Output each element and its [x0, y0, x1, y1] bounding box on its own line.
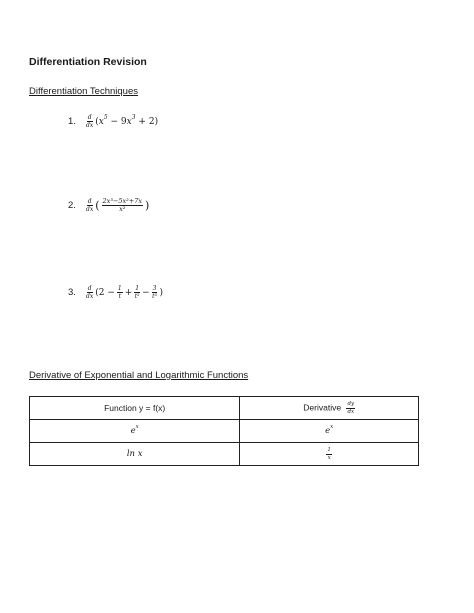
- page-title: Differentiation Revision: [29, 56, 147, 68]
- dy-dx-fraction: $\frac{dy}{dx}$: [347, 401, 355, 415]
- polynomial-expression: $(x^5 - 9x^3 + 2)$: [95, 113, 159, 127]
- rational-expression: $\frac{\text{2x³−5x²+7x}}{\text{x²}}$: [102, 197, 143, 213]
- term-open: (2 −: [95, 287, 115, 298]
- term-fraction-3: $\frac{3}{\text{t³}}$: [152, 285, 157, 300]
- problem-number: 1.: [68, 116, 76, 127]
- derivative-operator: $\frac{d}{dx}$: [86, 114, 94, 129]
- derivative-operator: $\frac{d}{dx}$: [86, 198, 94, 213]
- derivative-cell: $e^x$: [240, 420, 419, 443]
- function-header: Function y = f(x): [30, 397, 240, 420]
- derivative-operator: $\frac{d}{dx}$: [86, 285, 94, 300]
- section-heading-techniques: Differentiation Techniques: [29, 86, 138, 97]
- plus-sign: +: [124, 287, 133, 298]
- derivative-header: Derivative $\frac{dy}{dx}$: [240, 397, 419, 420]
- table-row: [30, 443, 419, 466]
- problem-1: [68, 114, 158, 129]
- table-row: [30, 420, 419, 443]
- problem-2: [68, 198, 149, 213]
- derivative-cell: [240, 443, 419, 466]
- table-header-row: [30, 397, 419, 420]
- close-paren: ): [145, 199, 150, 212]
- section-heading-exp-log: Derivative of Exponential and Logarithmic Functions: [29, 370, 249, 381]
- problem-3: [68, 285, 163, 300]
- function-cell: ln x: [30, 443, 240, 466]
- term-fraction-2: $\frac{1}{\text{t²}}$: [134, 285, 140, 300]
- function-cell: $e^x$: [30, 420, 240, 443]
- open-paren: (: [95, 199, 100, 212]
- derivative-table: [29, 396, 419, 466]
- problem-number: 2.: [68, 200, 76, 211]
- term-fraction-1: $\frac{1}{t}$: [117, 285, 122, 300]
- minus-sign: −: [142, 287, 150, 298]
- term-close: ): [159, 287, 163, 298]
- problem-number: 3.: [68, 287, 76, 298]
- reciprocal-fraction: $\frac{1}{x}$: [327, 447, 331, 461]
